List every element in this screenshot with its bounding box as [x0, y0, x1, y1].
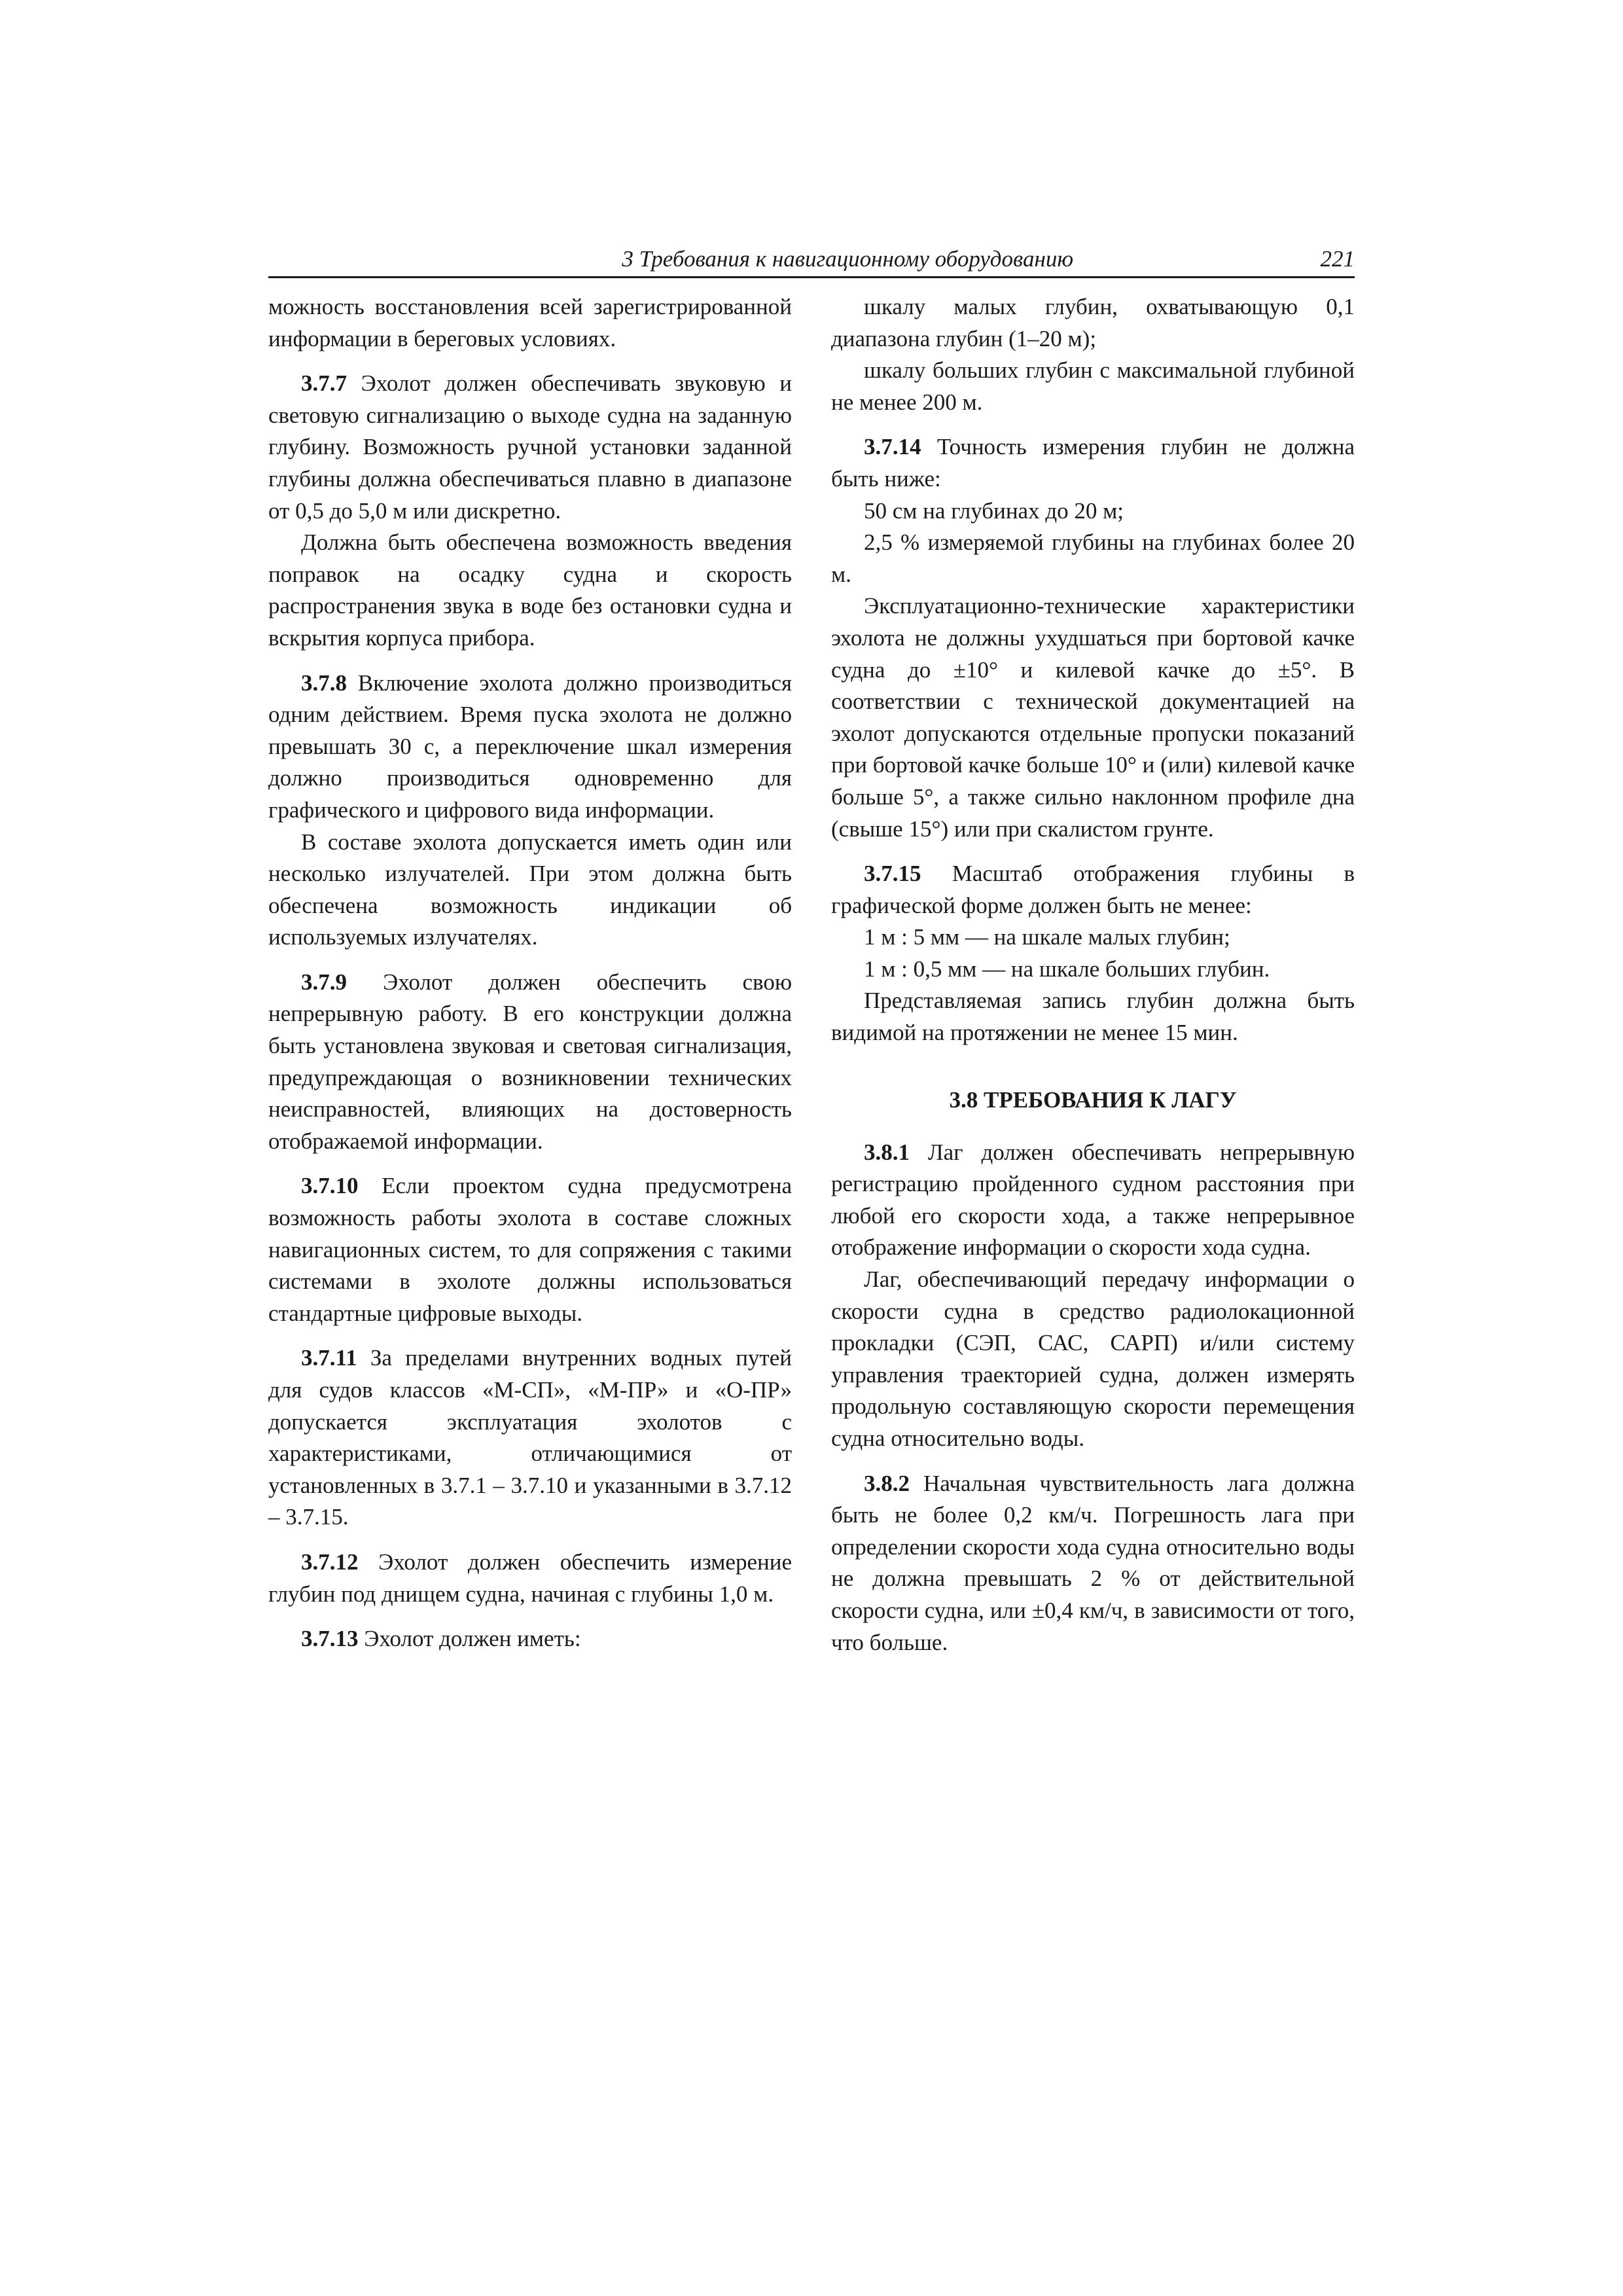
paragraph-text: Эхолот должен иметь: [358, 1626, 581, 1652]
clause-3-7-15 [831, 858, 1355, 922]
clause-3-7-13 [268, 1623, 792, 1655]
paragraph [268, 291, 792, 355]
clause-number: 3.7.11 [301, 1345, 357, 1371]
paragraph [268, 527, 792, 654]
paragraph-text: В составе эхолота допускается иметь один или несколько излучателей. При этом должна быть обеспечена возможность индикации об используемых излучателях. [268, 829, 792, 950]
paragraph-text: шкалу больших глубин с максимальной глубиной не менее 200 м. [831, 357, 1355, 415]
paragraph-text: Должна быть обеспечена возможность введения поправок на осадку судна и скорость распространения звука в воде без остановки судна и вскрытия корпуса прибора. [268, 529, 792, 651]
paragraph-text: 1 м : 5 мм — на шкале малых глубин; [864, 924, 1230, 950]
clause-number: 3.7.7 [301, 370, 347, 397]
paragraph [831, 922, 1355, 954]
clause-3-7-9 [268, 967, 792, 1158]
paragraph-text: 2,5 % измеряемой глубины на глубинах более 20 м. [831, 529, 1355, 587]
paragraph-text: можность восстановления всей зарегистрированной информации в береговых условиях. [268, 294, 792, 351]
paragraph-text: Масштаб отображения глубины в графической форме должен быть не менее: [831, 861, 1355, 918]
paragraph [831, 954, 1355, 986]
clause-3-8-2 [831, 1468, 1355, 1659]
clause-number: 3.7.15 [864, 861, 921, 887]
paragraph-text: Начальная чувствительность лага должна быть не более 0,2 км/ч. Погрешность лага при определении скорости хода судна относительно воды не должна превышать 2 % от действительной скорости судна, или ±0,4 км/ч, в зависимости от того, что больше. [831, 1470, 1355, 1655]
clause-number: 3.7.12 [301, 1549, 359, 1575]
paragraph [831, 291, 1355, 355]
paragraph [831, 495, 1355, 528]
paragraph-text: Эхолот должен обеспечить измерение глубин под днищем судна, начиная с глубины 1,0 м. [268, 1549, 792, 1607]
clause-3-7-12 [268, 1547, 792, 1610]
paragraph-text: 1 м : 0,5 мм — на шкале больших глубин. [864, 956, 1270, 982]
paragraph-text: шкалу малых глубин, охватывающую 0,1 диапазона глубин (1–20 м); [831, 294, 1355, 351]
paragraph [268, 827, 792, 954]
left-column [268, 291, 792, 1655]
clause-number: 3.8.1 [864, 1139, 910, 1165]
paragraph-text: Если проектом судна предусмотрена возможность работы эхолота в составе сложных навигационных систем, то для сопряжения с такими системами в эхолоте должны использоваться стандартные цифровые выходы. [268, 1173, 792, 1326]
clause-number: 3.7.10 [301, 1173, 359, 1199]
paragraph [831, 985, 1355, 1049]
clause-number: 3.8.2 [864, 1470, 910, 1496]
paragraph-text: Включение эхолота должно производиться одним действием. Время пуска эхолота не должно превышать 30 с, а переключение шкал измерения должно производиться одновременно для графического и цифрового вида информации. [268, 670, 792, 823]
paragraph-text: Точность измерения глубин не должна быть ниже: [831, 434, 1355, 492]
section-heading: 3.8 ТРЕБОВАНИЯ К ЛАГУ [949, 1086, 1237, 1113]
clause-3-7-8 [268, 668, 792, 827]
clause-3-7-14 [831, 431, 1355, 495]
paragraph [831, 355, 1355, 418]
clause-number: 3.7.13 [301, 1626, 359, 1652]
paragraph-text: 50 см на глубинах до 20 м; [864, 497, 1124, 524]
paragraph-text: Эхолот должен обеспечивать звуковую и световую сигнализацию о выходе судна на заданную глубину. Возможность ручной установки заданной глубины должна обеспечиваться плавно в диапазоне от 0,5 до 5,0 м или дискретно. [268, 370, 792, 524]
paragraph-text: Эксплуатационно-технические характеристики эхолота не должны ухудшаться при бортовой качке судна до ±10° и килевой качке до ±5°. В соответствии с технической документацией на эхолот допускаются отдельные пропуски показаний при бортовой качке больше 10° и (или) килевой качке больше 5°, а также сильно наклонном профиле дна (свыше 15°) или при скалистом грунте. [831, 593, 1355, 842]
running-header-title: 3 Требования к навигационному оборудованию [622, 246, 1073, 272]
clause-number: 3.7.8 [301, 670, 347, 696]
paragraph-text: За пределами внутренних водных путей для судов классов «М-СП», «М-ПР» и «О-ПР» допускается эксплуатация эхолотов с характеристиками, отличающимися от установленных в 3.7.1 – 3.7.10 и указанными в 3.7.12 – 3.7.15. [268, 1345, 792, 1530]
running-header [268, 237, 1355, 278]
clause-number: 3.7.14 [864, 434, 921, 460]
paragraph [831, 590, 1355, 845]
paragraph-text: Лаг, обеспечивающий передачу информации о скорости судна в средство радиолокационной прокладки (СЭП, САС, САРП) и/или систему управления траекторией судна, должен измерять продольную составляющую скорости перемещения судна относительно воды. [831, 1266, 1355, 1451]
paragraph [831, 527, 1355, 590]
clause-3-8-1 [831, 1137, 1355, 1264]
page-number: 221 [1320, 246, 1355, 272]
paragraph [831, 1264, 1355, 1455]
paragraph-text: Представляемая запись глубин должна быть видимой на протяжении не менее 15 мин. [831, 988, 1355, 1046]
paragraph-text: Лаг должен обеспечивать непрерывную регистрацию пройденного судном расстояния при любой его скорости хода, а также непрерывное отображение информации о скорости хода судна. [831, 1139, 1355, 1261]
right-column [831, 291, 1355, 1659]
clause-3-7-11 [268, 1342, 792, 1534]
paragraph-text: Эхолот должен обеспечить свою непрерывную работу. В его конструкции должна быть установлена звуковая и световая сигнализация, предупреждающая о возникновении технических неисправностей, влияющих на достоверность отображаемой информации. [268, 969, 792, 1154]
clause-number: 3.7.9 [301, 969, 347, 995]
clause-3-7-10 [268, 1170, 792, 1329]
clause-3-7-7 [268, 368, 792, 527]
